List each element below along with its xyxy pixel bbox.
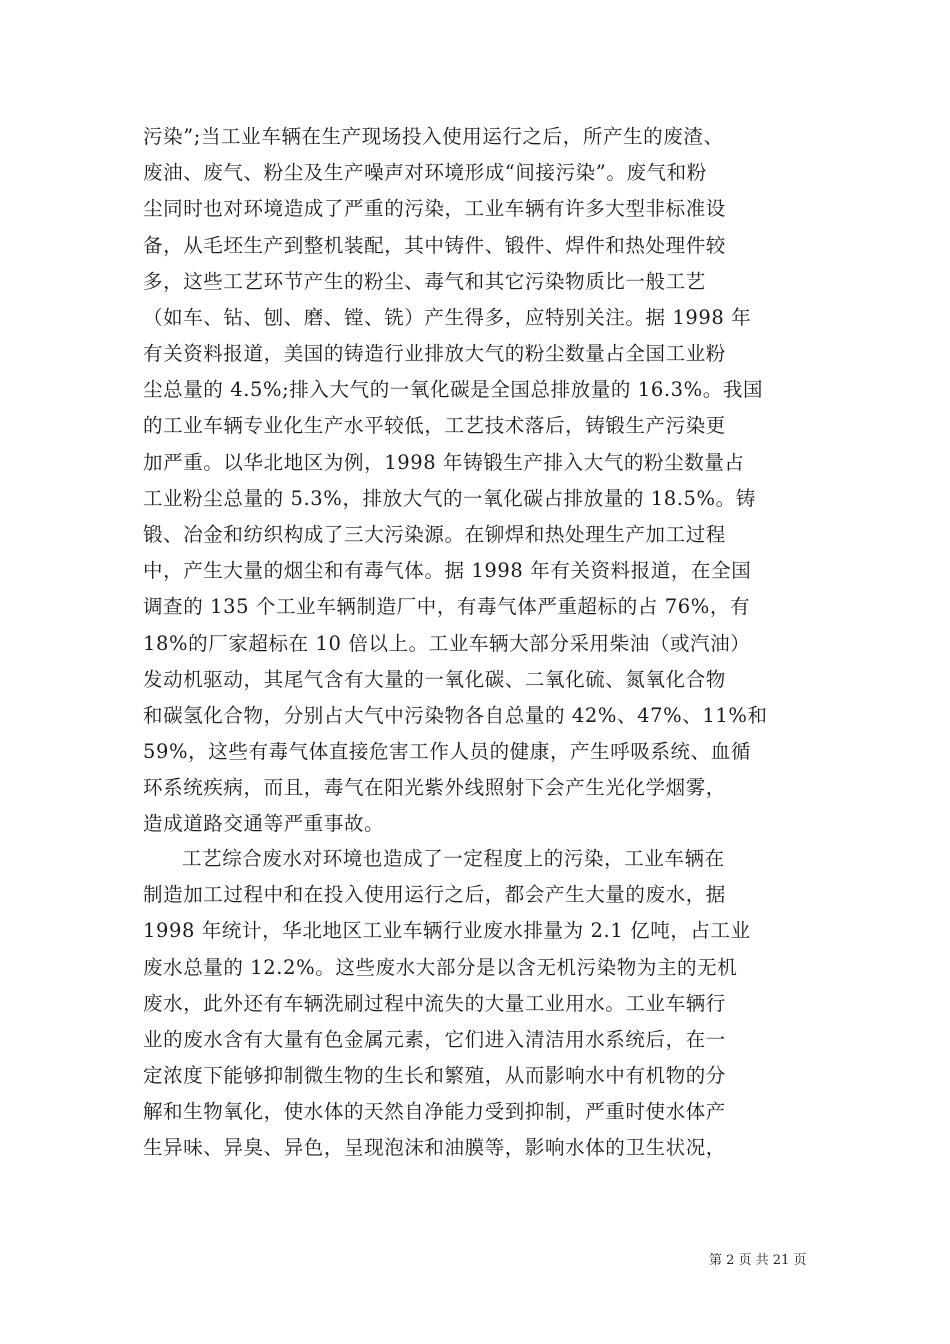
page-number-footer: 第 2 页 共 21 页: [709, 1253, 807, 1268]
paragraph1-line: 多，这些工艺环节产生的粉尘、毒气和其它污染物质比一般工艺: [143, 269, 706, 293]
paragraph2-line: 工艺综合废水对环境也造成了一定程度上的污染，工业车辆在: [182, 847, 725, 870]
paragraph1-line: 造成道路交通等严重事故。: [143, 812, 385, 836]
paragraph1-line: 加严重。以华北地区为例，1998 年铸锻生产排入大气的粉尘数量占: [143, 450, 745, 474]
paragraph1-line: 和碳氢化合物，分别占大气中污染物各自总量的 42%、47%、11%和: [143, 703, 768, 727]
paragraph2-line: 生异味、异臭、异色，呈现泡沫和油膜等，影响水体的卫生状况，: [143, 1136, 726, 1160]
paragraph1-line: 备，从毛坯生产到整机装配，其中铸件、锻件、焊件和热处理件较: [143, 233, 726, 257]
paragraph1-line: 18%的厂家超标在 10 倍以上。工业车辆大部分采用柴油（或汽油）: [143, 631, 751, 655]
paragraph1-line: （如车、钻、刨、磨、镗、铣）产生得多，应特别关注。据 1998 年: [143, 305, 752, 329]
paragraph2-line: 定浓度下能够抑制微生物的生长和繁殖，从而影响水中有机物的分: [143, 1064, 726, 1088]
paragraph2-line: 解和生物氧化，使水体的天然自净能力受到抑制，严重时使水体产: [143, 1100, 726, 1124]
paragraph1-line: 中，产生大量的烟尘和有毒气体。据 1998 年有关资料报道，在全国: [143, 559, 752, 583]
paragraph1-line: 尘总量的 4.5%;排入大气的一氧化碳是全国总排放量的 16.3%。我国: [143, 378, 764, 402]
paragraph1-line: 污染”;当工业车辆在生产现场投入使用运行之后，所产生的废渣、: [143, 125, 724, 148]
paragraph1-line: 工业粉尘总量的 5.3%，排放大气的一氧化碳占排放量的 18.5%。铸: [143, 486, 756, 510]
paragraph1-line: 调查的 135 个工业车辆制造厂中，有毒气体严重超标的占 76%，有: [143, 595, 751, 619]
paragraph2-line: 1998 年统计，华北地区工业车辆行业废水排量为 2.1 亿吨，占工业: [143, 919, 751, 943]
paragraph1-line: 尘同时也对环境造成了严重的污染，工业车辆有许多大型非标准设: [143, 197, 726, 221]
paragraph1-line: 锻、冶金和纺织构成了三大污染源。在铆焊和热处理生产加工过程: [143, 523, 726, 546]
paragraph2-line: 业的废水含有大量有色金属元素，它们进入清洁用水系统后，在一: [143, 1027, 726, 1051]
paragraph2-line: 废水，此外还有车辆洗刷过程中流失的大量工业用水。工业车辆行: [143, 991, 726, 1015]
paragraph2-line: 制造加工过程中和在投入使用运行之后，都会产生大量的废水，据: [143, 883, 726, 907]
paragraph1-line: 的工业车辆专业化生产水平较低，工艺技术落后，铸锻生产污染更: [143, 414, 726, 438]
paragraph1-line: 废油、废气、粉尘及生产噪声对环境形成“间接污染”。废气和粉: [143, 161, 707, 185]
paragraph1-line: 发动机驱动，其尾气含有大量的一氧化碳、二氧化硫、氮氧化合物: [143, 667, 726, 691]
paragraph2-line: 废水总量的 12.2%。这些废水大部分是以含无机污染物为主的无机: [143, 955, 738, 979]
paragraph1-line: 59%，这些有毒气体直接危害工作人员的健康，产生呼吸系统、血循: [143, 740, 751, 764]
paragraph1-line: 环系统疾病，而且，毒气在阳光紫外线照射下会产生光化学烟雾，: [143, 776, 726, 800]
paragraph1-line: 有关资料报道，美国的铸造行业排放大气的粉尘数量占全国工业粉: [143, 342, 726, 366]
